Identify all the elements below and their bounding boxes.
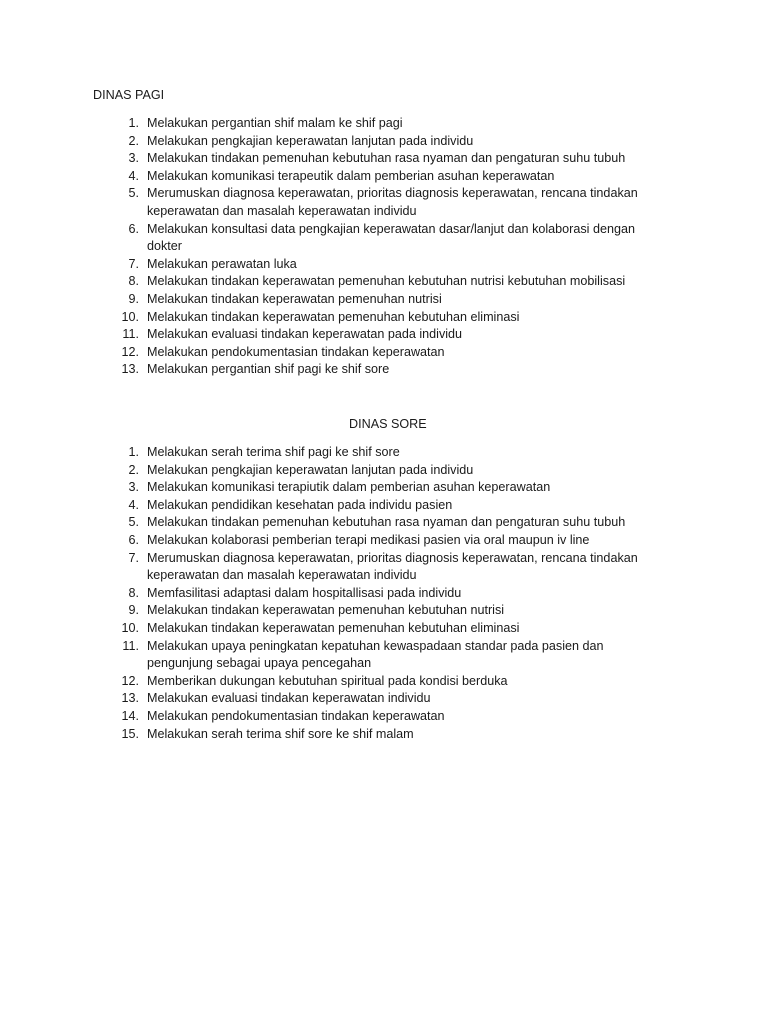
list-item [108, 497, 668, 515]
list-item-number [108, 361, 139, 379]
list-item-text: Melakukan evaluasi tindakan keperawatan individu [147, 691, 431, 706]
list-item-text: Melakukan perawatan luka [147, 256, 297, 271]
list-item [108, 550, 668, 585]
list-item-number-label: 4. [128, 497, 139, 512]
list-item-number [108, 690, 139, 708]
list-item-text: Melakukan tindakan pemenuhan kebutuhan rasa nyaman dan pengaturan suhu tubuh [147, 515, 626, 530]
list-item-number [108, 462, 139, 480]
list-item-number-label: 6. [128, 221, 139, 236]
list-item-text: Melakukan serah terima shif pagi ke shif sore [147, 445, 400, 459]
list-item-number [108, 326, 139, 344]
list-item-number-label: 6. [128, 532, 139, 547]
list-item-number [108, 550, 139, 585]
list-item [108, 673, 668, 691]
list-item-number [108, 532, 139, 550]
list-item-number-label: 4. [128, 168, 139, 183]
list-item-text: Memberikan dukungan kebutuhan spiritual pada kondisi berduka [147, 673, 508, 688]
list-item-number-label: 8. [128, 274, 139, 289]
list-item [108, 708, 668, 726]
task-list-dinas-sore [108, 444, 668, 743]
list-item-text: Melakukan evaluasi tindakan keperawatan pada individu [147, 327, 463, 342]
list-item-number-label: 7. [128, 550, 139, 565]
list-item-text: Melakukan tindakan keperawatan pemenuhan kebutuhan nutrisi [147, 603, 505, 618]
list-item-number-label: 12. [121, 344, 139, 359]
list-item [108, 585, 668, 603]
list-item-number [108, 514, 139, 532]
list-item-number [108, 115, 139, 133]
list-item [108, 514, 668, 532]
list-item-number [108, 602, 139, 620]
list-item [108, 602, 668, 620]
list-item-number [108, 221, 139, 256]
list-item-number-label: 10. [121, 309, 139, 324]
list-item-number [108, 273, 139, 291]
list-item [108, 326, 668, 344]
section-heading-dinas-pagi: DINAS PAGI [93, 88, 165, 102]
list-item [108, 726, 668, 744]
list-item-number-label: 11. [122, 327, 139, 342]
list-item [108, 361, 668, 379]
list-item-number-label: 12. [121, 673, 139, 688]
list-item-text: Merumuskan diagnosa keperawatan, prioritas diagnosis keperawatan, rencana tindakan keperawatan dan masalah keperawatan individu [147, 550, 638, 583]
list-item [108, 638, 668, 673]
list-item [108, 462, 668, 480]
list-item-text: Melakukan pergantian shif pagi ke shif sore [147, 362, 390, 377]
list-item-number [108, 620, 139, 638]
list-item [108, 168, 668, 186]
list-item-number-label: 5. [128, 186, 139, 201]
list-item [108, 690, 668, 708]
list-item-text: Melakukan serah terima shif sore ke shif malam [147, 726, 414, 741]
list-item-number-label: 3. [128, 480, 139, 495]
list-item [108, 309, 668, 327]
list-item-text: Melakukan tindakan keperawatan pemenuhan kebutuhan eliminasi [147, 620, 520, 635]
list-item-number [108, 479, 139, 497]
list-item-number [108, 150, 139, 168]
list-item-number-label: 7. [128, 256, 139, 271]
list-item [108, 444, 668, 462]
list-item [108, 256, 668, 274]
list-item-number-label: 10. [121, 620, 139, 635]
list-item-text: Melakukan komunikasi terapeutik dalam pemberian asuhan keperawatan [147, 168, 555, 183]
list-item-text: Melakukan pengkajian keperawatan lanjutan pada individu [147, 462, 474, 477]
list-item-number [108, 726, 139, 744]
list-item [108, 479, 668, 497]
list-item-text: Melakukan komunikasi terapiutik dalam pemberian asuhan keperawatan [147, 480, 551, 495]
list-item-text: Memfasilitasi adaptasi dalam hospitallisasi pada individu [147, 585, 462, 600]
list-item-text: Melakukan pengkajian keperawatan lanjutan pada individu [147, 133, 474, 148]
list-item [108, 291, 668, 309]
list-item-number [108, 638, 139, 673]
list-item [108, 150, 668, 168]
list-item-number [108, 291, 139, 309]
list-item-number [108, 309, 139, 327]
list-item-number [108, 133, 139, 151]
list-item-number [108, 444, 139, 462]
list-item-number-label: 9. [128, 291, 139, 306]
list-item-number-label: 11. [122, 638, 139, 653]
list-item-text: Melakukan tindakan keperawatan pemenuhan kebutuhan eliminasi [147, 309, 520, 324]
list-item-number [108, 185, 139, 220]
section-heading-dinas-sore: DINAS SORE [349, 417, 427, 431]
list-item-text: Melakukan pendidikan kesehatan pada individu pasien [147, 497, 453, 512]
list-item-number-label: 1. [128, 445, 139, 459]
list-item-number [108, 344, 139, 362]
list-item [108, 185, 668, 220]
list-item-text: Melakukan pendokumentasian tindakan keperawatan [147, 344, 445, 359]
task-list-dinas-pagi [108, 115, 668, 379]
list-item-number-label: 2. [128, 462, 139, 477]
list-item-number [108, 497, 139, 515]
list-item-text: Melakukan konsultasi data pengkajian keperawatan dasar/lanjut dan kolaborasi dengan dokter [147, 221, 635, 254]
list-item-number-label: 15. [121, 726, 139, 741]
list-item-text: Melakukan upaya peningkatan kepatuhan kewaspadaan standar pada pasien dan pengunjung sebagai upaya pencegahan [147, 638, 604, 671]
list-item-text: Melakukan tindakan keperawatan pemenuhan nutrisi [147, 291, 442, 306]
list-item [108, 221, 668, 256]
list-item-number [108, 585, 139, 603]
list-item-number-label: 8. [128, 585, 139, 600]
list-item [108, 273, 668, 291]
list-item-number [108, 256, 139, 274]
list-item-number-label: 13. [121, 691, 139, 706]
list-item-text: Melakukan tindakan keperawatan pemenuhan kebutuhan nutrisi kebutuhan mobilisasi [147, 274, 626, 289]
list-item [108, 344, 668, 362]
list-item-number-label: 5. [128, 515, 139, 530]
list-item-number-label: 3. [128, 151, 139, 166]
list-item [108, 115, 668, 133]
list-item-number-label: 1. [128, 116, 139, 130]
list-item-text: Melakukan kolaborasi pemberian terapi medikasi pasien via oral maupun iv line [147, 532, 590, 547]
list-item-text: Melakukan tindakan pemenuhan kebutuhan rasa nyaman dan pengaturan suhu tubuh [147, 151, 626, 166]
list-item-number [108, 708, 139, 726]
list-item-text: Melakukan pendokumentasian tindakan keperawatan [147, 708, 445, 723]
list-item [108, 620, 668, 638]
list-item-number [108, 673, 139, 691]
list-item-number-label: 9. [128, 603, 139, 618]
list-item [108, 532, 668, 550]
list-item-number-label: 14. [121, 708, 139, 723]
list-item-number [108, 168, 139, 186]
list-item-text: Melakukan pergantian shif malam ke shif pagi [147, 116, 403, 130]
list-item-number-label: 13. [121, 362, 139, 377]
list-item-text: Merumuskan diagnosa keperawatan, prioritas diagnosis keperawatan, rencana tindakan keperawatan dan masalah keperawatan individu [147, 186, 638, 218]
list-item [108, 133, 668, 151]
list-item-number-label: 2. [128, 133, 139, 148]
